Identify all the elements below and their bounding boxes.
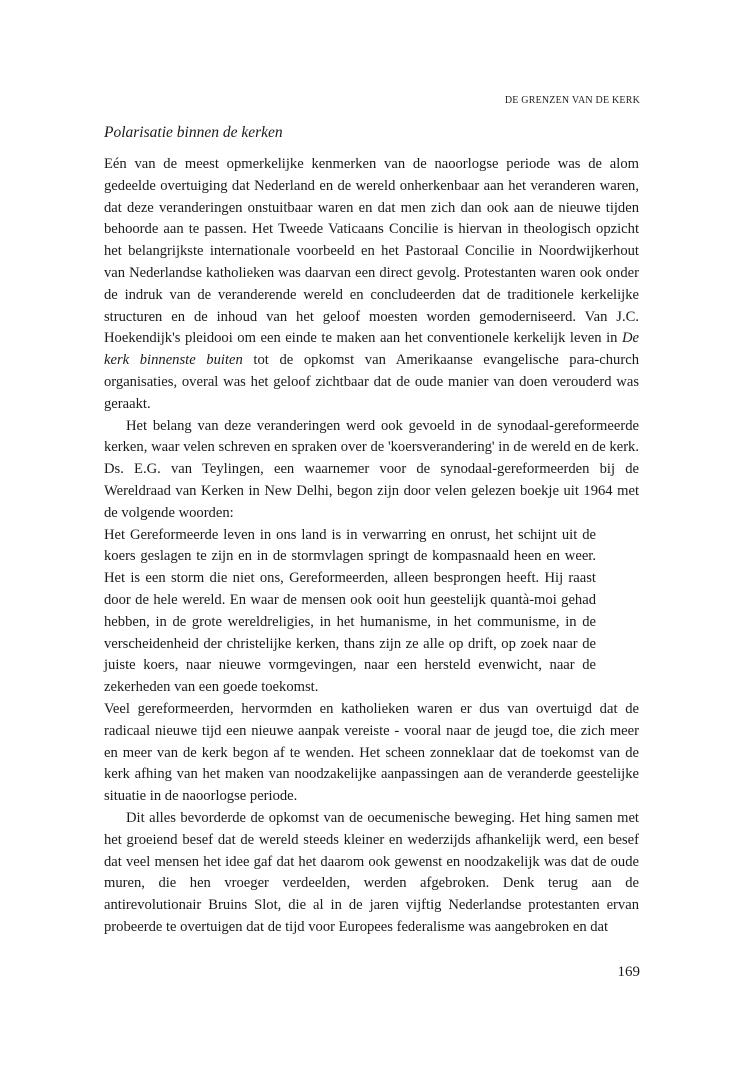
paragraph-2: Het belang van deze veranderingen werd ook gevoeld in de synodaal-gereformeerde kerken, waar velen schreven en spraken over de 'koersverandering' in de wereld en de kerk. Ds. E.G. van Teylingen, een waarnemer voor de synodaal-gereformeerden bij de Wereldraad van Kerken in New Delhi, begon zijn door velen gelezen boekje uit 1964 met de volgende woorden: (104, 417, 639, 521)
page-number: 169 (617, 964, 640, 980)
body-text (104, 154, 639, 939)
paragraph-1-text-b: tot de opkomst van Amerikaanse evangelische para-church organisaties, overal was het geloof zichtbaar dat de oude manier van doen verouderd was geraakt. (104, 352, 639, 412)
paragraph-4: Dit alles bevorderde de opkomst van de oecumenische beweging. Het hing samen met het groeiend besef dat de wereld steeds kleiner en wederzijds afhankelijk werd, een besef dat veel mensen het idee gaf dat het daarom ook gewenst en noodzakelijk was dat de oude muren, die hen vroeger verdeelden, werden afgebroken. Denk terug aan de antirevolutionair Bruins Slot, die al in de jaren vijftig Nederlandse protestanten ervan probeerde te overtuigen dat de tijd voor Europees federalisme was aangebroken en dat (104, 809, 639, 935)
block-quote: Het Gereformeerde leven in ons land is in verwarring en onrust, het schijnt uit de koers geslagen te zijn en in de stormvlagen springt de kompasnaald heen en weer. Het is een storm die niet ons, Gereformeerden, alleen besprongen heeft. Hij raast door de hele wereld. En waar de mensen ook ooit hun geestelijk quantà-moi gehad hebben, in de grote wereldreligies, in het humanisme, in het communisme, in de verscheidenheid der christelijke kerken, thans zijn ze alle op drift, op zoek naar de juiste koers, naar nieuwe vormgevingen, naar een hersteld evenwicht, naar de zekerheden van een goede toekomst. (104, 526, 596, 696)
book-title-emphasis: De kerk binnenste buiten (104, 330, 639, 369)
paragraph-1 (104, 154, 639, 416)
paragraph-1-text-a: Eén van de meest opmerkelijke kenmerken van de naoorlogse periode was de alom gedeelde overtuiging dat Nederland en de wereld onherkenbaar aan het veranderen waren, dat deze veranderingen onstuitbaar waren en dat men zich dan ook aan de nieuwe tijden behoorde aan te passen. Het Tweede Vaticaans Concilie is hiervan in theologisch opzicht het belangrijkste internationale voorbeeld en het Pastoraal Concilie in Noordwijkerhout van Nederlandse katholieken was daarvan een direct gevolg. Protestanten waren ook onder de indruk van de veranderende wereld en concludeerden dat de traditionele kerkelijke structuren en de inhoud van het geloof moesten worden gemoderniseerd. Van J.C. Hoekendijk's pleidooi om een einde te maken aan het conventionele kerkelijk leven in (104, 156, 639, 347)
paragraph-3: Veel gereformeerden, hervormden en katholieken waren er dus van overtuigd dat de radicaal nieuwe tijd een nieuwe aanpak vereiste - vooral naar de jeugd toe, die zich meer en meer van de kerk begon af te wenden. Het scheen zonneklaar dat de toekomst van de kerk afhing van het maken van noodzakelijke aanpassingen aan de veranderde geestelijke situatie in de naoorlogse periode. (104, 700, 639, 805)
section-title: Polarisatie binnen de kerken (104, 124, 283, 141)
running-head: DE GRENZEN VAN DE KERK (504, 95, 640, 106)
